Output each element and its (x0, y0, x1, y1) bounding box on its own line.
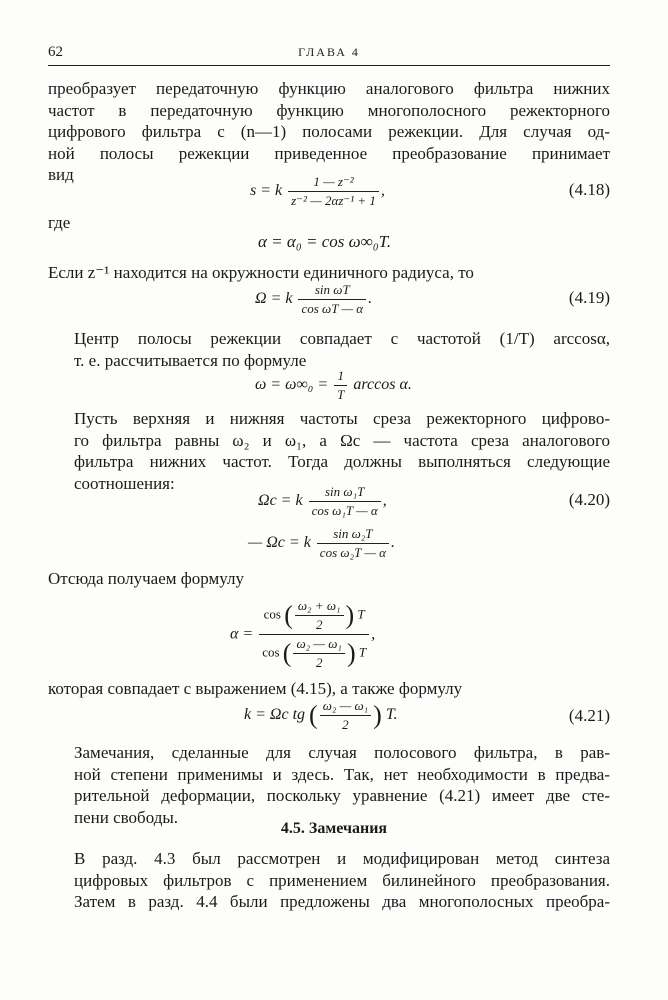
section-title: 4.5. Замечания (280, 820, 388, 837)
inner-numerator: ω₂ — ω₁ (296, 636, 342, 651)
numerator: 1 (337, 368, 345, 383)
paragraph-line: преобразует передаточную функцию аналогового фильтра нижних (48, 79, 610, 98)
outer-fraction (259, 598, 369, 671)
paragraph-line: цифрового фильтра с (n—1) полосами режекции. Для случая од- (48, 122, 610, 141)
equation-lhs: k = Ωc tg (244, 706, 306, 724)
equation-number: (4.20) (568, 490, 610, 509)
paragraph-line: Центр полосы режекции совпадает с частотой (1/T) arccosα, (74, 329, 610, 348)
equation-lhs: s = k (250, 182, 283, 200)
paragraph-4 (48, 408, 610, 494)
paragraph-7 (48, 742, 610, 828)
equation-tail: . (368, 290, 373, 308)
fraction (309, 484, 381, 519)
outer-denominator: cos ( $\frac{\text{ω₂ — ω₁}}{2}$ ) T (259, 634, 369, 671)
equation-lhs: α = (230, 625, 254, 643)
fraction (298, 282, 366, 317)
equation-tail: T. (385, 706, 398, 724)
numerator-tail: T (357, 606, 365, 622)
paragraph-2: Если z⁻¹ находится на окружности единичного радиуса, то (48, 263, 474, 282)
equation-tail: , (380, 182, 385, 200)
paragraph-line: фильтра нижних частот. Тогда должны выполняться следующие (74, 452, 610, 471)
paragraph-line: ной полосы режекции приведенное преобразование принимает (48, 143, 610, 163)
fraction (320, 698, 371, 733)
paragraph-3 (48, 328, 610, 371)
equation-lhs: — Ωc = k (248, 534, 311, 552)
inner-numerator: ω₂ + ω₁ (297, 598, 341, 613)
equation-alpha-ratio (230, 598, 375, 671)
page-number: 62 (48, 44, 63, 60)
fraction (288, 174, 379, 209)
numerator: 1 — z⁻² (313, 174, 354, 189)
paragraph-line: Пусть верхняя и нижняя частоты среза режекторного цифрово- (74, 409, 610, 428)
equation-4-19 (255, 282, 372, 317)
paragraph-line: рительной деформации, поскольку уравнение (4.21) имеет две сте- (74, 786, 610, 805)
paragraph-line: пени свободы. (74, 807, 179, 827)
fraction (334, 368, 347, 403)
fraction (317, 526, 389, 561)
cos-function: cos (263, 606, 281, 622)
paragraph-line: Затем в разд. 4.4 были предложены два многополосных преобра- (74, 892, 610, 911)
equation-omega (255, 368, 412, 403)
paragraph-line: го фильтра равны ω₂ и ω₁, а Ωc — частота среза аналогового (74, 430, 610, 450)
paragraph-8 (48, 848, 610, 913)
paragraph-line: цифровых фильтров с применением билинейного преобразования. (74, 870, 610, 890)
cos-function: cos (262, 644, 280, 660)
inner-denominator: 2 (295, 615, 344, 633)
numerator: sin ω₂T (333, 526, 373, 541)
outer-numerator: cos ( $\frac{\text{ω₂ + ω₁}}{2}$ ) T (263, 598, 365, 632)
paragraph-line: т. е. рассчитывается по формуле (74, 350, 307, 370)
equation-lhs: ω = ω∞₀ = (255, 376, 329, 394)
equation-lhs: Ωc = k (258, 492, 303, 510)
equation-tail: . (390, 534, 395, 552)
denominator: z⁻² — 2αz⁻¹ + 1 (288, 191, 379, 209)
equation-4-20b (248, 526, 395, 561)
numerator: sin ω₁T (324, 484, 365, 499)
where-label: где (48, 213, 71, 232)
paragraph-line: ной степени применимы и здесь. Так, нет необходимости в предва- (74, 764, 610, 784)
equation-number: (4.19) (568, 288, 610, 307)
running-head: ГЛАВА 4 (298, 45, 360, 59)
equation-4-18 (250, 174, 385, 209)
denominator: cos ωT — α (298, 299, 366, 317)
equation-alpha: α = α₀ = cos ω∞₀T. (258, 232, 392, 251)
denominator: cos ω₂T — α (317, 543, 389, 561)
paragraph-6: которая совпадает с выражением (4.15), а также формулу (48, 679, 463, 698)
inner-denominator: 2 (293, 653, 344, 671)
paragraph-line: Замечания, сделанные для случая полосового фильтра, в рав- (74, 743, 610, 762)
equation-4-20 (258, 484, 387, 519)
numerator: sin ωT (314, 282, 350, 297)
denominator: T (334, 385, 347, 403)
equation-lhs: Ω = k (255, 290, 293, 308)
paragraph-line: частот в передаточную функцию многополосного режекторного (48, 100, 610, 120)
denominator: cos ω₁T — α (309, 501, 381, 519)
inner-fraction (295, 598, 344, 633)
paragraph-line: соотношения: (74, 473, 175, 493)
page-header (48, 44, 610, 62)
paragraph-line: В разд. 4.3 был рассмотрен и модифицирован метод синтеза (74, 849, 610, 868)
header-rule (48, 65, 610, 66)
equation-tail: arccos α. (353, 376, 412, 394)
equation-4-21: k = Ωc tg ( $\frac{\text{ω₂ — ω₁}}{2}$ ) T. (244, 698, 398, 732)
denominator-tail: T (358, 644, 367, 660)
equation-tail: , (382, 492, 387, 510)
numerator: ω₂ — ω₁ (322, 698, 369, 713)
denominator: 2 (320, 715, 371, 733)
equation-number: (4.18) (568, 180, 610, 199)
inner-fraction (293, 636, 344, 671)
paragraph-5: Отсюда получаем формулу (48, 569, 244, 588)
paragraph-line: вид (48, 165, 74, 184)
paragraph-1 (48, 78, 610, 186)
equation-number: (4.21) (568, 706, 610, 725)
equation-tail: , (371, 625, 376, 643)
